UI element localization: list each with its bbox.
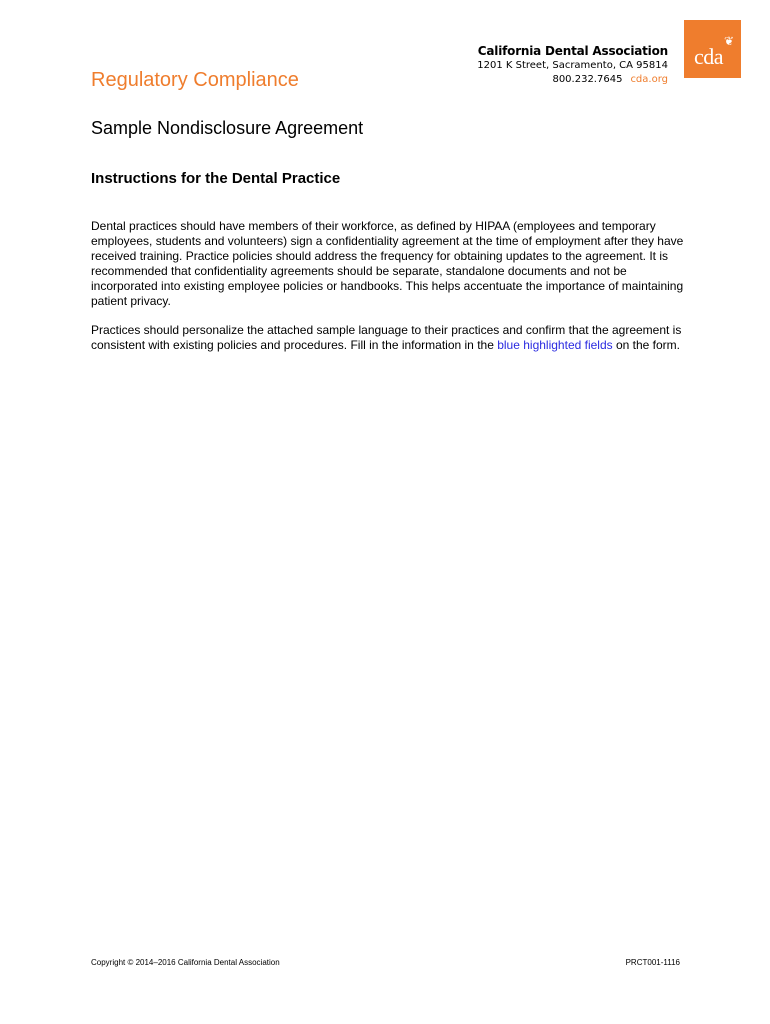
paragraph-2-text-after: on the form. [612, 338, 681, 352]
cda-logo [684, 20, 741, 78]
org-info [477, 43, 668, 87]
footer-document-code: PRCT001-1116 [625, 958, 680, 967]
instructions-paragraph-2 [91, 323, 691, 353]
org-website-link[interactable]: cda.org [630, 74, 668, 85]
logo-text: cda [694, 44, 724, 69]
instructions-paragraph-1: Dental practices should have members of their workforce, as defined by HIPAA (employees and temporary employees, students and volunteers) sign a confidentiality agreement at the time of employment after they have received training. Practice policies should address the frequency for obtaining updates to the agreement. It is recommended that confidentiality agreements should be separate, standalone documents and not be incorporated into existing employee policies or handbooks. This helps accentuate the importance of maintaining patient privacy. [91, 219, 684, 308]
org-phone: 800.232.7645 [552, 74, 623, 85]
blue-highlighted-fields-text: blue highlighted fields [497, 338, 613, 352]
org-name: California Dental Association [477, 44, 668, 58]
section-title: Regulatory Compliance [91, 69, 299, 91]
paragraph-2-text-before: Practices should personalize the attached sample language to their practices and confirm that the agreement is consistent with existing policies and procedures. Fill in the information in the [91, 323, 682, 352]
footer-copyright: Copyright © 2014–2016 California Dental Association [91, 958, 280, 967]
leaf-icon: ❦ [724, 34, 734, 48]
org-contact [477, 73, 668, 87]
document-title: Sample Nondisclosure Agreement [91, 118, 364, 138]
instructions-heading: Instructions for the Dental Practice [91, 170, 341, 187]
org-address: 1201 K Street, Sacramento, CA 95814 [477, 60, 668, 71]
